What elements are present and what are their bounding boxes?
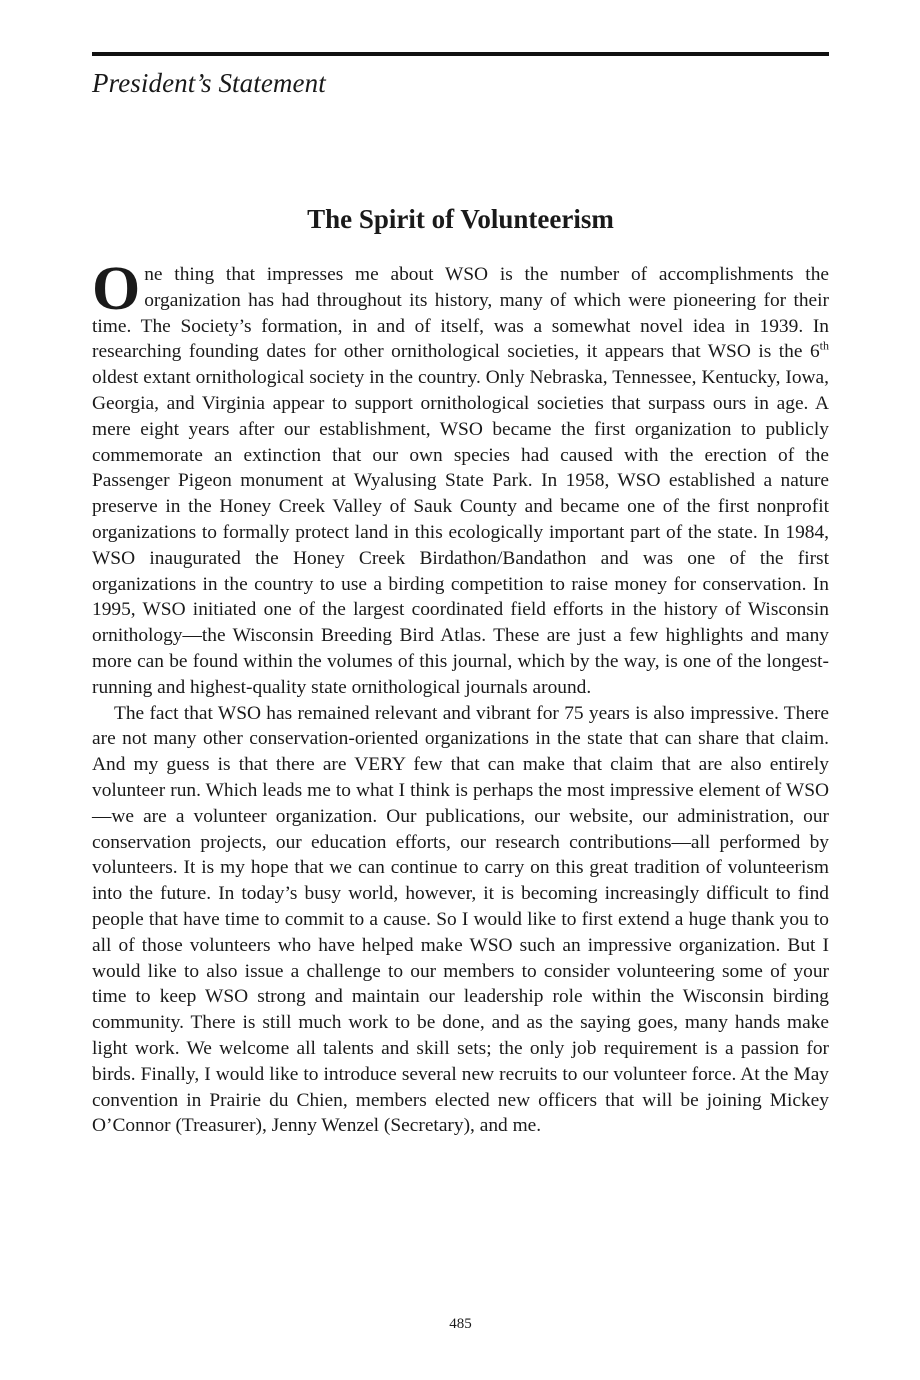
page-number: 485: [449, 1316, 472, 1332]
section-label: President’s Statement: [92, 68, 326, 98]
drop-cap: O: [92, 255, 141, 323]
paragraph-1-text-a: ne thing that impresses me about WSO is the number of accomplishments the organization has had throughout its history, many of which were pioneering for their time. The Society’s formation, in and of itself, was a somewhat novel idea in 1939. In researching founding dates for other ornithological societies, it appears that WSO is the 6: [92, 264, 829, 363]
paragraph-1-text-b: oldest extant ornithological society in the country. Only Nebraska, Tennessee, Kentucky, Iowa, Georgia, and Virginia appear to support ornithological societies that surpass ours in age. A mere eight years after our establishment, WSO became the first organization to publicly commemorate an extinction that our own species had caused with the erection of the Passenger Pigeon monument at Wyalusing State Park. In 1958, WSO established a nature preserve in the Honey Creek Valley of Sauk County and became one of the first nonprofit organizations to formally protect land in this ecologically important part of the state. In 1984, WSO inaugurated the Honey Creek Birdathon/Bandathon and was one of the first organizations in the country to use a birding competition to raise money for conservation. In 1995, WSO initiated one of the largest coordinated field efforts in the history of Wisconsin ornithology—the Wisconsin Breeding Bird Atlas. These are just a few highlights and many more can be found within the volumes of this journal, which by the way, is one of the longest-running and highest-quality state ornithological journals around.: [92, 367, 829, 698]
paragraph-1: [92, 255, 829, 701]
article-body: [92, 255, 829, 1139]
article-title: The Spirit of Volunteerism: [307, 204, 614, 234]
ordinal-superscript: th: [819, 338, 829, 353]
header-rule: [92, 52, 829, 56]
paragraph-2: The fact that WSO has remained relevant and vibrant for 75 years is also impressive. There are not many other conservation-oriented organizations in the state that can share that claim. And my guess is that there are VERY few that can make that claim that are also entirely volunteer run. Which leads me to what I think is perhaps the most impressive element of WSO—we are a volunteer organization. Our publications, our website, our administration, our conservation projects, our education efforts, our research contributions—all performed by volunteers. It is my hope that we can continue to carry on this great tradition of volunteerism into the future. In today’s busy world, however, it is becoming increasingly difficult to find people that have time to commit to a cause. So I would like to first extend a huge thank you to all of those volunteers who have helped make WSO such an impressive organization. But I would like to also issue a challenge to our members to consider volunteering some of your time to keep WSO strong and maintain our leadership role within the Wisconsin birding community. There is still much work to be done, and as the saying goes, many hands make light work. We welcome all talents and skill sets; the only job requirement is a passion for birds. Finally, I would like to introduce several new recruits to our volunteer force. At the May convention in Prairie du Chien, members elected new officers that will be joining Mickey O’Connor (Treasurer), Jenny Wenzel (Secretary), and me.: [92, 702, 829, 1137]
